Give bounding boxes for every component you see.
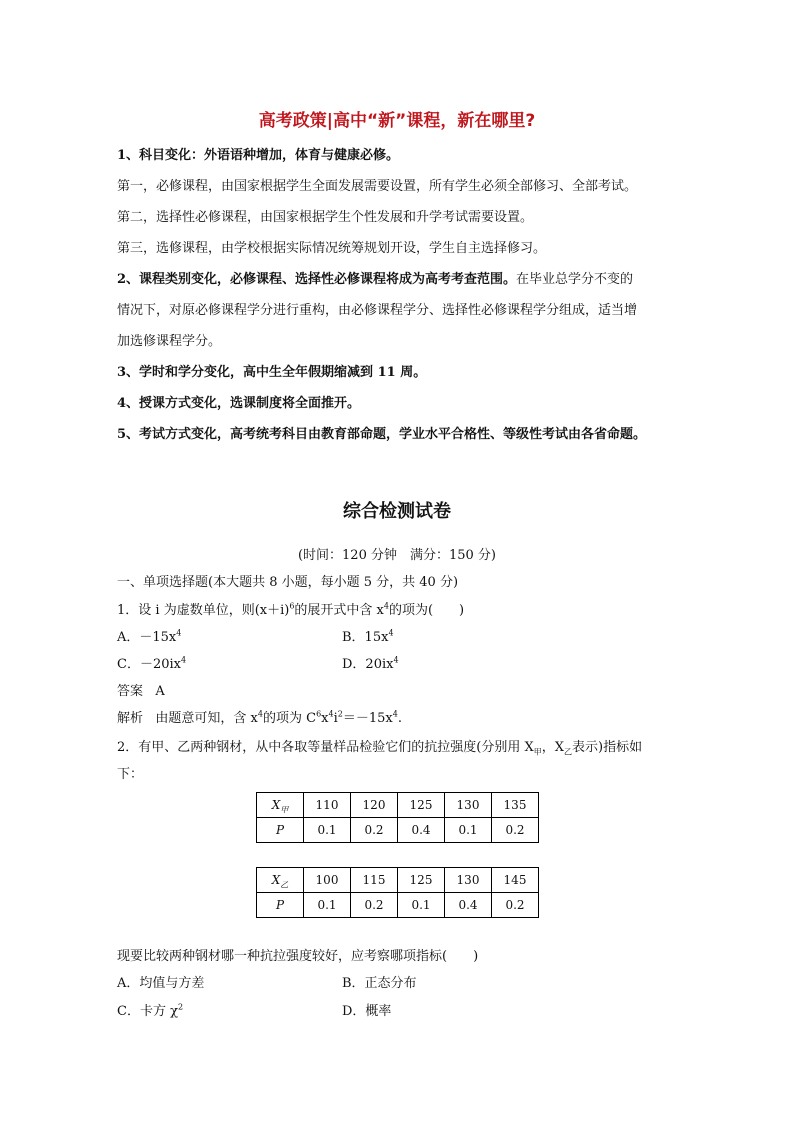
policy-headline: 高考政策|高中“新”课程，新在哪里? <box>258 111 536 131</box>
policy-point-1: 1、科目变化：外语语种增加，体育与健康必修。 <box>117 148 400 163</box>
table-cell: 130 <box>445 868 492 893</box>
policy-paragraph-third: 第三，选修课程，由学校根据实际情况统筹规划开设，学生自主选择修习。 <box>117 241 547 256</box>
q1-analysis-d: i <box>333 711 338 726</box>
q1-option-b-sup: 4 <box>388 628 394 638</box>
q1-analysis-b: 的项为 C <box>262 711 317 726</box>
q2-option-c-text: C．卡方 χ <box>117 1004 178 1019</box>
q1-analysis-i-sup: 2 <box>337 709 343 719</box>
exam-title: 综合检测试卷 <box>343 501 451 522</box>
q2-stem-end: 表示)指标如 <box>572 740 643 755</box>
table-cell: 0.1 <box>304 818 351 843</box>
policy-point-2-bold: 2、课程类别变化，必修课程、选择性必修课程将成为高考考查范围。 <box>117 272 517 287</box>
q2-stem-mid: ，X <box>541 740 564 755</box>
q2-option-c <box>117 1004 183 1020</box>
q1-stem-c: 的项为( ) <box>388 603 465 618</box>
table-cell: 135 <box>492 793 539 818</box>
table-header-cell <box>257 868 304 893</box>
q2-stem-line2: 下： <box>117 767 144 782</box>
table-cell: 0.4 <box>398 818 445 843</box>
table-header-sub: 乙 <box>280 880 289 890</box>
table-cell: 120 <box>351 793 398 818</box>
q1-analysis-a: 由题意可知，含 x <box>155 711 258 726</box>
table-cell: 100 <box>304 868 351 893</box>
q1-stem-a: 1．设 i 为虚数单位，则(x＋i) <box>117 603 290 618</box>
q1-stem-sup: 6 <box>289 601 295 611</box>
table-cell: 0.2 <box>492 818 539 843</box>
table-cell: 130 <box>445 793 492 818</box>
q2-option-d: D．概率 <box>342 1004 392 1019</box>
table-header-x: X <box>271 798 281 812</box>
q1-option-a-text: A．－15x <box>117 630 177 645</box>
q1-analysis-sup: 4 <box>257 709 263 719</box>
section-heading: 一、单项选择题(本大题共 8 小题，每小题 5 分，共 40 分) <box>117 575 459 590</box>
policy-point-5: 5、考试方式变化，高考统考科目由教育部命题，学业水平合格性、等级性考试由各省命题。 <box>117 427 647 442</box>
q1-analysis-label: 解析 <box>117 711 144 726</box>
policy-paragraph-first: 第一，必修课程，由国家根据学生全面发展需要设置，所有学生必须全部修习、全部考试。 <box>117 179 638 194</box>
table-header-cell: P <box>257 818 304 843</box>
q1-analysis-e: ＝－15x <box>342 711 393 726</box>
table-row <box>257 818 539 843</box>
q1-analysis-c: x <box>321 711 329 726</box>
table-row <box>257 868 539 893</box>
q2-option-c-sup: 2 <box>177 1002 184 1012</box>
table-cell: 0.2 <box>351 818 398 843</box>
q1-option-c-text: C．－20ix <box>117 657 181 672</box>
q2-stem-sub2: 乙 <box>564 747 572 757</box>
q1-analysis-e-sup: 4 <box>392 709 398 719</box>
table-header-cell <box>257 793 304 818</box>
q1-analysis-c-sup: 6 <box>316 709 322 719</box>
table-cell: 0.2 <box>351 893 398 918</box>
q2-stem <box>117 740 642 756</box>
exam-meta: (时间：120 分钟 满分：150 分) <box>297 548 497 563</box>
table-cell: 115 <box>351 868 398 893</box>
q1-option-d-text: D．20ix <box>342 657 394 672</box>
table-header-x: X <box>271 873 281 887</box>
q1-option-a <box>117 630 181 646</box>
table-header-sub: 甲 <box>280 805 289 815</box>
table-cell: 145 <box>492 868 539 893</box>
table-cell: 0.1 <box>398 893 445 918</box>
table-cell: 0.1 <box>445 818 492 843</box>
q2-option-b: B．正态分布 <box>342 976 417 991</box>
table-header-cell: P <box>257 893 304 918</box>
policy-paragraph-second: 第二，选择性必修课程，由国家根据学生个性发展和升学考试需要设置。 <box>117 210 534 225</box>
policy-point-2-rest: 在毕业总学分不变的 <box>516 272 634 287</box>
q2-question: 现要比较两种钢材哪一种抗拉强度较好，应考察哪项指标( ) <box>117 949 479 964</box>
q1-option-c-sup: 4 <box>180 655 187 665</box>
policy-point-2-line3: 加选修课程学分。 <box>117 334 222 349</box>
policy-point-4: 4、授课方式变化，选课制度将全面推开。 <box>117 396 361 411</box>
q1-stem-b: 的展开式中含 x <box>294 603 384 618</box>
q1-option-b-text: B．15x <box>342 630 389 645</box>
policy-point-2-line2: 情况下，对原必修课程学分进行重构，由必修课程学分、选择性必修课程学分组成，适当增 <box>117 303 638 318</box>
q1-analysis-x-sup: 4 <box>328 709 334 719</box>
q1-stem-sup2: 4 <box>383 601 389 611</box>
q1-answer <box>117 684 165 700</box>
q1-stem <box>117 603 464 619</box>
policy-point-2 <box>117 272 633 288</box>
q1-option-d <box>342 657 399 673</box>
q2-stem-line1: 2．有甲、乙两种钢材，从中各取等量样品检验它们的抗拉强度(分别用 X <box>117 740 534 755</box>
table-x-jia <box>256 792 539 843</box>
q1-option-b <box>342 630 394 646</box>
q1-option-a-sup: 4 <box>176 628 182 638</box>
table-row <box>257 793 539 818</box>
table-cell: 125 <box>398 868 445 893</box>
q2-stem-sub1: 甲 <box>533 747 542 757</box>
q1-option-d-sup: 4 <box>393 655 399 665</box>
q1-answer-value: A <box>155 684 165 699</box>
table-cell: 110 <box>304 793 351 818</box>
table-row <box>257 893 539 918</box>
q1-analysis-f: . <box>397 711 402 726</box>
q1-analysis <box>117 711 402 727</box>
table-cell: 0.1 <box>304 893 351 918</box>
table-x-yi <box>256 867 539 918</box>
table-cell: 125 <box>398 793 445 818</box>
policy-point-3: 3、学时和学分变化，高中生全年假期缩减到 11 周。 <box>117 365 427 380</box>
q1-option-c <box>117 657 186 673</box>
table-cell: 0.2 <box>492 893 539 918</box>
table-cell: 0.4 <box>445 893 492 918</box>
q2-option-a: A．均值与方差 <box>117 976 205 991</box>
q1-answer-label: 答案 <box>117 684 144 699</box>
